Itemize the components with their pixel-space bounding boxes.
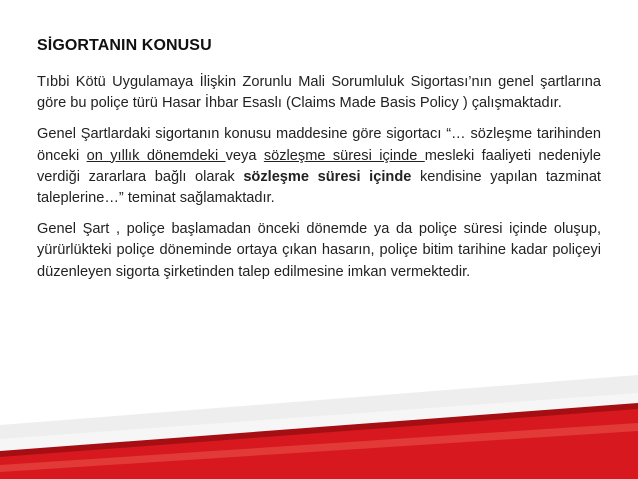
bottom-red-swoosh-decoration xyxy=(0,369,638,479)
underline-contract-period: sözleşme süresi içinde xyxy=(263,147,425,164)
slide-title: SİGORTANIN KONUSU xyxy=(37,37,212,54)
paragraph-2-text-1: Genel Şartlardaki sigortanın konusu maddesine göre sigortacı “… sözleşme tarihinden önceki xyxy=(37,126,601,164)
paragraph-3: Genel Şart , poliçe başlamadan önceki dönemde ya da poliçe süresi içinde oluşup, yürürlükteki poliçe döneminde ortaya çıkan hasarın, poliçe bitim tarihine kadar poliçeyi düzenleyen sigorta şirketinden talep edilmesine imkan vermektedir. xyxy=(37,221,601,280)
paragraph-2-text-2: veya xyxy=(225,147,264,164)
slide-body xyxy=(37,72,601,293)
paragraph-1: Tıbbi Kötü Uygulamaya İlişkin Zorunlu Mali Sorumluluk Sigortası’nın genel şartlarına göre bu poliçe türü Hasar İhbar Esaslı (Claims Made Basis Policy ) çalışmaktadır. xyxy=(37,74,601,112)
paragraph-2-text-3: mesleki faaliyeti nedeniyle verdiği zararlara bağlı olarak xyxy=(37,147,601,185)
paragraph-2-text-4: kendisine yapılan tazminat taleplerine…” teminat sağlamaktadır. xyxy=(37,168,601,207)
bold-contract-period: sözleşme süresi içinde xyxy=(243,168,412,185)
paragraph-2 xyxy=(37,124,601,209)
underline-ten-year-period: on yıllık dönemdeki xyxy=(86,147,226,164)
